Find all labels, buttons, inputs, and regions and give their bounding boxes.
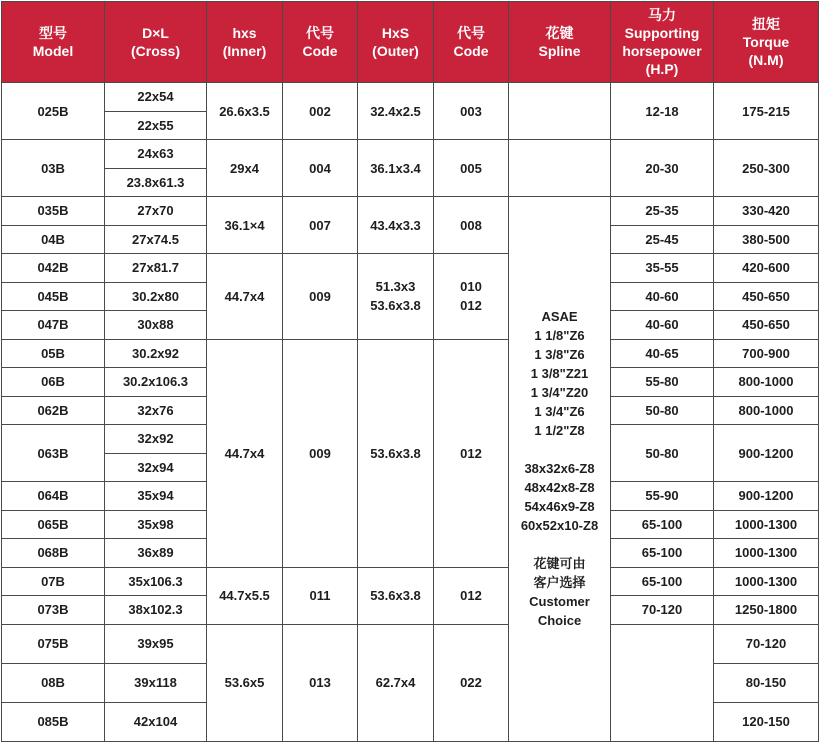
model-cell: 065B <box>2 510 105 539</box>
cross-cell: 35x106.3 <box>105 567 207 596</box>
cross-cell: 30x88 <box>105 311 207 340</box>
torque-cell: 330-420 <box>714 197 819 226</box>
code-inner-cell: 011 <box>283 567 358 624</box>
header-outer: HxS (Outer) <box>358 2 434 83</box>
spline-note-en: Choice <box>537 613 582 629</box>
cross-cell: 35x94 <box>105 482 207 511</box>
model-cell: 045B <box>2 282 105 311</box>
outer-value: 51.3x3 <box>375 279 416 295</box>
model-cell: 064B <box>2 482 105 511</box>
torque-cell: 1000-1300 <box>714 539 819 568</box>
torque-cell: 1000-1300 <box>714 567 819 596</box>
horsepower-cell: 65-100 <box>611 510 714 539</box>
code-inner-cell: 002 <box>283 83 358 140</box>
header-inner: hxs (Inner) <box>207 2 283 83</box>
model-cell: 042B <box>2 254 105 283</box>
code-outer-cell: 005 <box>434 140 509 197</box>
inner-cell: 44.7x4 <box>207 339 283 567</box>
code-outer-value: 012 <box>460 298 482 314</box>
model-cell: 06B <box>2 368 105 397</box>
code-inner-cell: 009 <box>283 254 358 340</box>
spline-cell-empty <box>509 140 611 197</box>
horsepower-cell: 40-60 <box>611 282 714 311</box>
horsepower-cell: 25-45 <box>611 225 714 254</box>
cross-cell: 32x94 <box>105 453 207 482</box>
inner-cell: 44.7x4 <box>207 254 283 340</box>
torque-cell: 175-215 <box>714 83 819 140</box>
code-outer-cell: 008 <box>434 197 509 254</box>
header-torque: 扭矩 Torque (N.M) <box>714 2 819 83</box>
horsepower-cell: 55-90 <box>611 482 714 511</box>
code-outer-cell <box>434 254 509 340</box>
outer-cell: 32.4x2.5 <box>358 83 434 140</box>
code-outer-cell: 012 <box>434 339 509 567</box>
horsepower-cell: 65-100 <box>611 567 714 596</box>
torque-cell: 800-1000 <box>714 368 819 397</box>
spline-cell <box>509 197 611 742</box>
cross-cell: 27x74.5 <box>105 225 207 254</box>
code-outer-cell: 012 <box>434 567 509 624</box>
header-code-outer: 代号 Code <box>434 2 509 83</box>
table-row <box>2 197 819 226</box>
cross-cell: 39x118 <box>105 663 207 702</box>
horsepower-cell: 70-120 <box>714 624 819 663</box>
table-row <box>2 624 819 663</box>
spline-metric-item: 60x52x10-Z8 <box>520 518 599 534</box>
model-cell: 073B <box>2 596 105 625</box>
header-model: 型号 Model <box>2 2 105 83</box>
horsepower-cell: 50-80 <box>611 396 714 425</box>
inner-cell: 26.6x3.5 <box>207 83 283 140</box>
spline-note-cn: 客户选择 <box>533 575 586 591</box>
cross-cell: 42x104 <box>105 702 207 741</box>
code-inner-cell: 004 <box>283 140 358 197</box>
header-code-inner: 代号 Code <box>283 2 358 83</box>
model-cell: 047B <box>2 311 105 340</box>
model-cell: 03B <box>2 140 105 197</box>
cross-cell: 22x55 <box>105 111 207 140</box>
spline-note-cn: 花键可由 <box>533 556 586 572</box>
header-cross: D×L (Cross) <box>105 2 207 83</box>
cross-cell: 32x76 <box>105 396 207 425</box>
model-cell: 07B <box>2 567 105 596</box>
horsepower-cell: 65-100 <box>611 539 714 568</box>
horsepower-cell: 40-65 <box>611 339 714 368</box>
outer-value: 53.6x3.8 <box>370 298 421 314</box>
horsepower-cell: 35-55 <box>611 254 714 283</box>
horsepower-cell: 25-35 <box>611 197 714 226</box>
cross-cell: 39x95 <box>105 624 207 663</box>
horsepower-cell: 50-80 <box>611 425 714 482</box>
spline-item: 1 3/8"Z6 <box>534 347 585 363</box>
horsepower-cell: 70-120 <box>611 596 714 625</box>
model-cell: 062B <box>2 396 105 425</box>
code-inner-cell: 013 <box>283 624 358 741</box>
model-cell: 025B <box>2 83 105 140</box>
inner-cell: 29x4 <box>207 140 283 197</box>
model-cell: 075B <box>2 624 105 663</box>
outer-cell <box>358 254 434 340</box>
model-cell: 04B <box>2 225 105 254</box>
spline-item: 1 1/8"Z6 <box>534 328 585 344</box>
torque-cell: 900-1200 <box>714 482 819 511</box>
cross-cell: 30.2x92 <box>105 339 207 368</box>
table-row <box>2 83 819 112</box>
table-row <box>2 339 819 368</box>
outer-cell: 43.4x3.3 <box>358 197 434 254</box>
spline-metric-item: 54x46x9-Z8 <box>524 499 595 515</box>
model-cell: 035B <box>2 197 105 226</box>
horsepower-cell: 80-150 <box>714 663 819 702</box>
outer-cell: 53.6x3.8 <box>358 567 434 624</box>
inner-cell: 36.1×4 <box>207 197 283 254</box>
torque-cell: 700-900 <box>714 339 819 368</box>
torque-cell: 420-600 <box>714 254 819 283</box>
table-row <box>2 254 819 283</box>
code-inner-cell: 007 <box>283 197 358 254</box>
table-row <box>2 567 819 596</box>
spline-item: 1 3/8"Z21 <box>530 366 589 382</box>
cross-cell: 23.8x61.3 <box>105 168 207 197</box>
cross-cell: 35x98 <box>105 510 207 539</box>
torque-cell: 250-300 <box>714 140 819 197</box>
model-cell: 05B <box>2 339 105 368</box>
cross-cell: 38x102.3 <box>105 596 207 625</box>
inner-cell: 44.7x5.5 <box>207 567 283 624</box>
spline-item: 1 3/4"Z20 <box>530 385 589 401</box>
spline-item: 1 3/4"Z6 <box>534 404 585 420</box>
spline-cell-empty <box>509 83 611 140</box>
model-cell: 085B <box>2 702 105 741</box>
spline-cell-empty <box>611 624 714 741</box>
torque-cell: 380-500 <box>714 225 819 254</box>
spline-metric-item: 48x42x8-Z8 <box>524 480 595 496</box>
torque-cell: 450-650 <box>714 282 819 311</box>
code-outer-cell: 003 <box>434 83 509 140</box>
spec-table <box>1 1 819 742</box>
code-outer-cell: 022 <box>434 624 509 741</box>
cross-cell: 36x89 <box>105 539 207 568</box>
horsepower-cell: 12-18 <box>611 83 714 140</box>
outer-cell: 36.1x3.4 <box>358 140 434 197</box>
cross-cell: 32x92 <box>105 425 207 454</box>
spline-metric-item: 38x32x6-Z8 <box>524 461 595 477</box>
cross-cell: 30.2x80 <box>105 282 207 311</box>
torque-cell: 1250-1800 <box>714 596 819 625</box>
cross-cell: 30.2x106.3 <box>105 368 207 397</box>
torque-cell: 450-650 <box>714 311 819 340</box>
horsepower-cell: 55-80 <box>611 368 714 397</box>
torque-cell: 800-1000 <box>714 396 819 425</box>
cross-cell: 22x54 <box>105 83 207 112</box>
horsepower-cell: 120-150 <box>714 702 819 741</box>
code-inner-cell: 009 <box>283 339 358 567</box>
outer-cell: 62.7x4 <box>358 624 434 741</box>
torque-cell: 1000-1300 <box>714 510 819 539</box>
model-cell: 068B <box>2 539 105 568</box>
horsepower-cell: 20-30 <box>611 140 714 197</box>
inner-cell: 53.6x5 <box>207 624 283 741</box>
cross-cell: 24x63 <box>105 140 207 169</box>
horsepower-cell: 40-60 <box>611 311 714 340</box>
cross-cell: 27x81.7 <box>105 254 207 283</box>
model-cell: 08B <box>2 663 105 702</box>
cross-cell: 27x70 <box>105 197 207 226</box>
code-outer-value: 010 <box>460 279 482 295</box>
header-horsepower: 马力 Supporting horsepower (H.P) <box>611 2 714 83</box>
header-spline: 花键 Spline <box>509 2 611 83</box>
torque-cell: 900-1200 <box>714 425 819 482</box>
spline-asae-title: ASAE <box>541 309 578 325</box>
spline-item: 1 1/2"Z8 <box>534 423 585 439</box>
outer-cell: 53.6x3.8 <box>358 339 434 567</box>
spline-note-en: Customer <box>529 594 590 610</box>
header-row <box>2 2 819 83</box>
model-cell: 063B <box>2 425 105 482</box>
table-row <box>2 140 819 169</box>
